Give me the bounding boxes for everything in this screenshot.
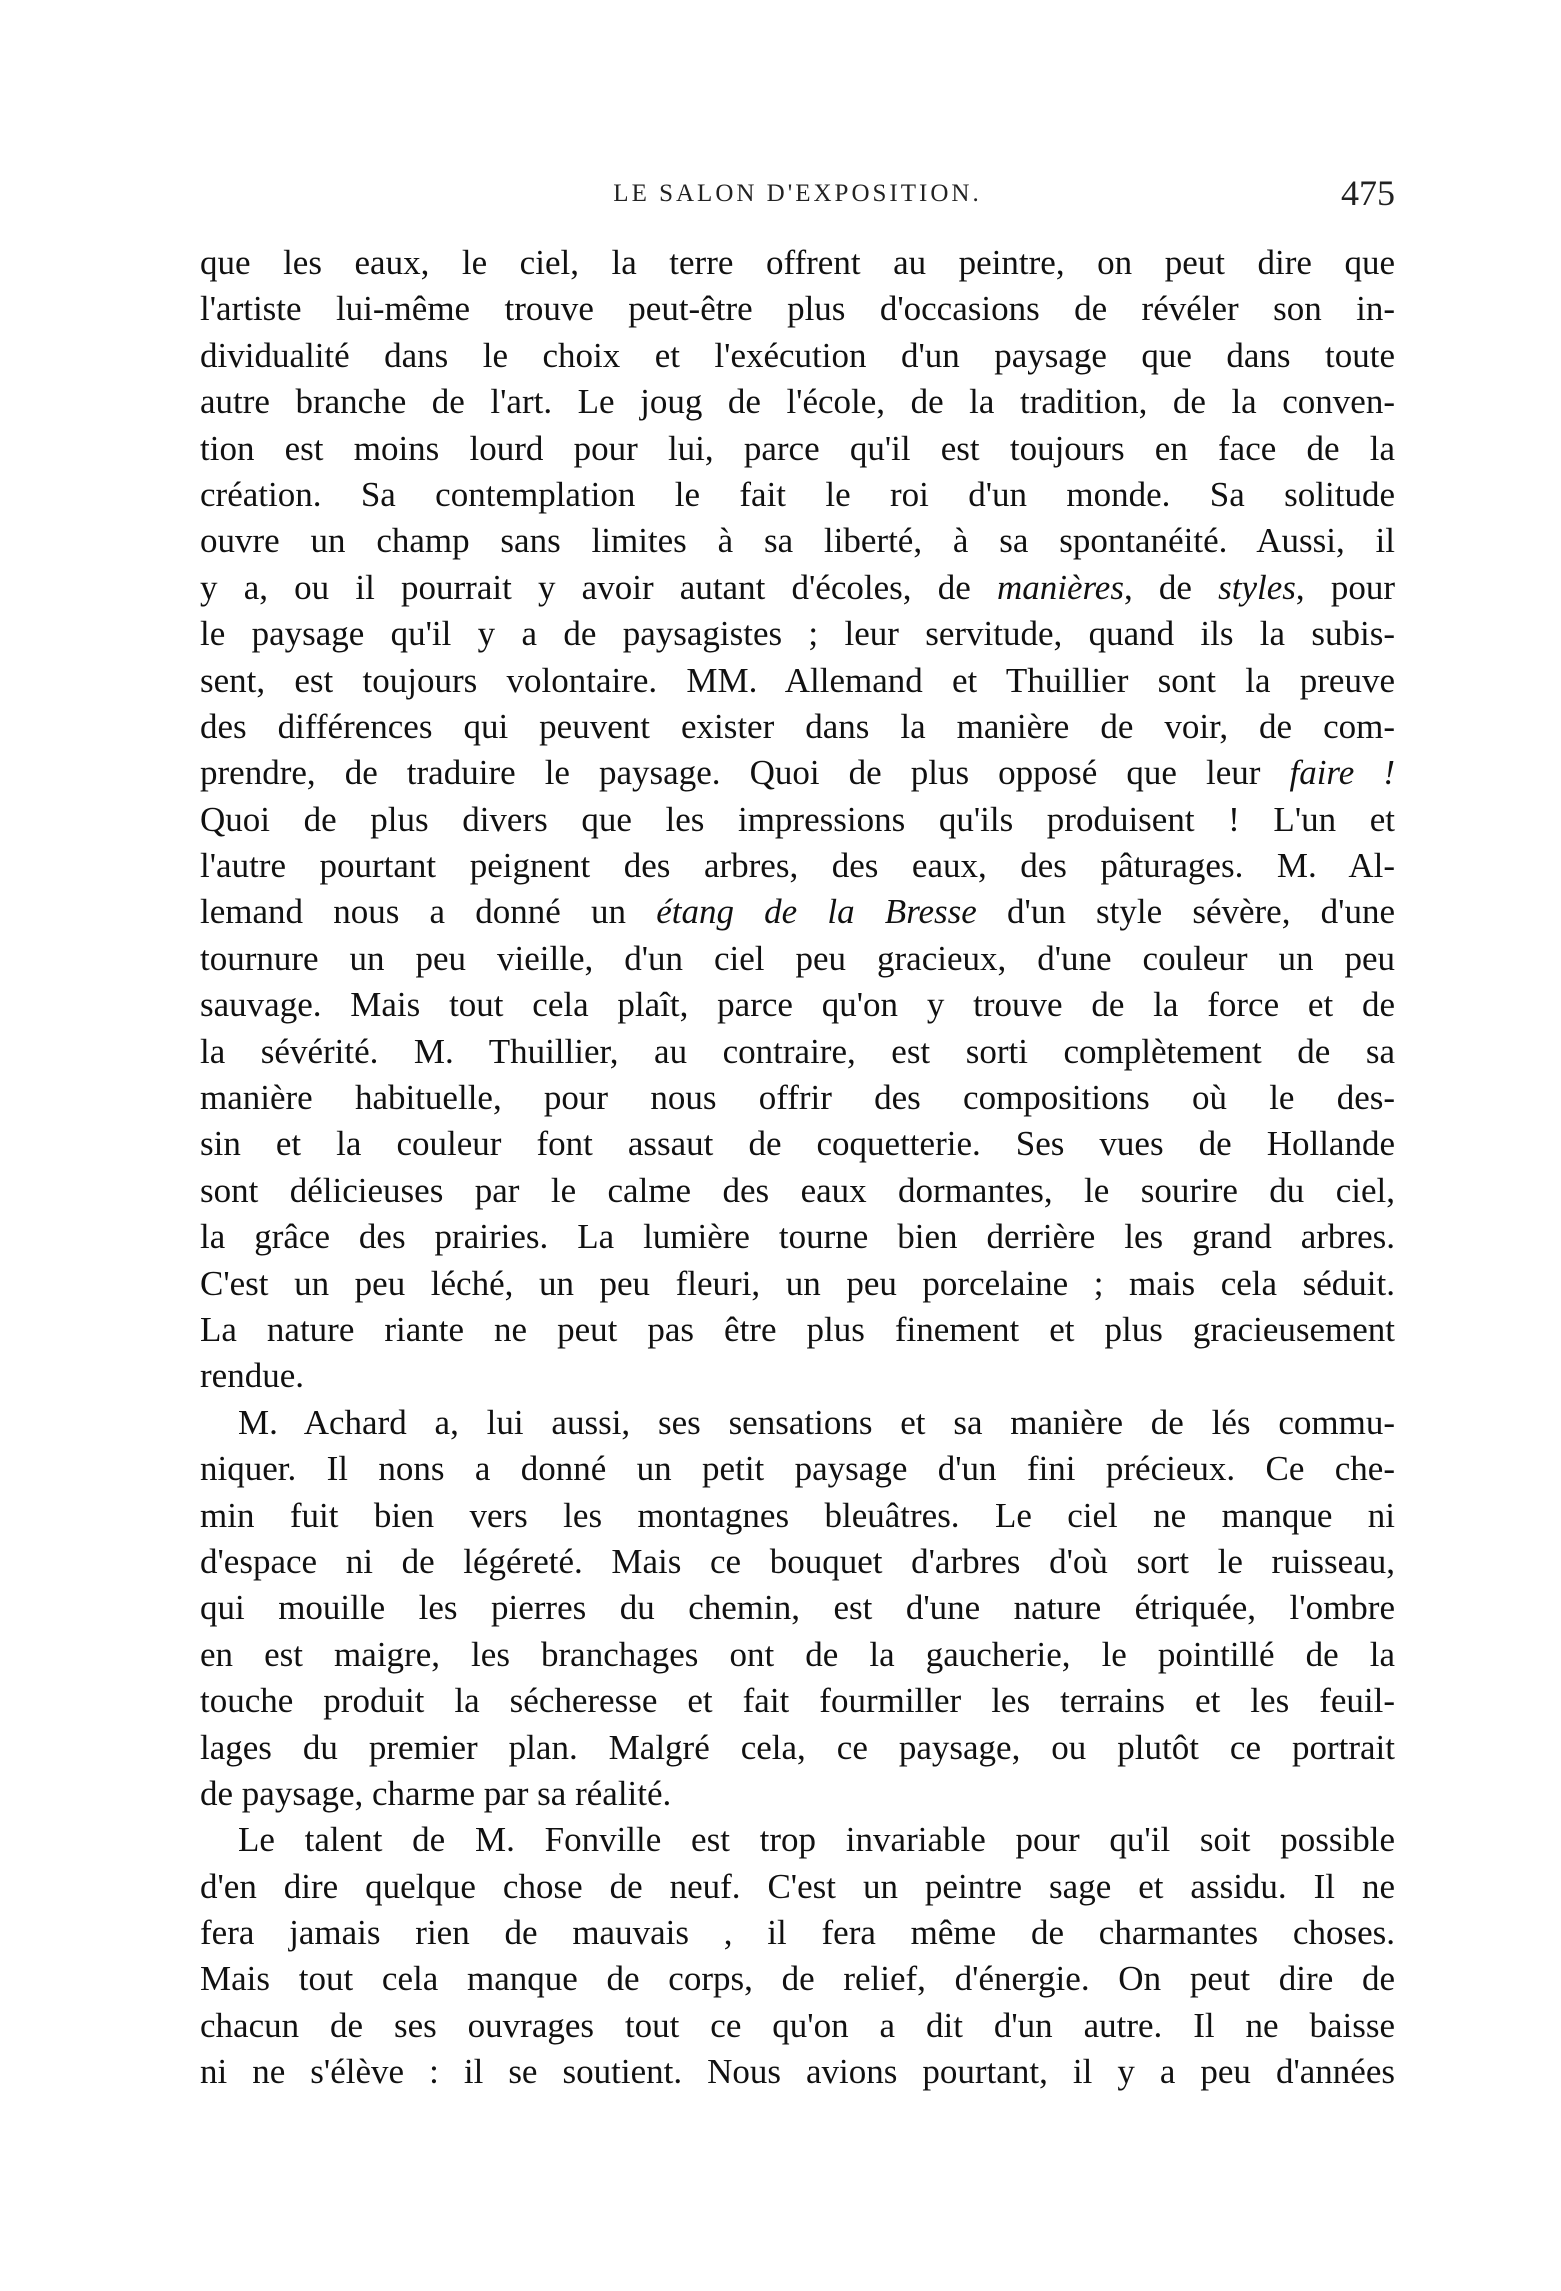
text-line: tion est moins lourd pour lui, parce qu'il est toujours en face de la [200, 428, 1395, 468]
text-line: sent, est toujours volontaire. MM. Allemand et Thuillier sont la preuve [200, 660, 1395, 700]
text-line: touche produit la sécheresse et fait fourmiller les terrains et les feuil- [200, 1681, 1395, 1721]
text-line: M. Achard a, lui aussi, ses sensations et sa manière de lés commu- [238, 1402, 1395, 1442]
text-line: l'artiste lui-même trouve peut-être plus d'occasions de révéler son in- [200, 289, 1395, 329]
paragraph-2 [200, 1400, 1395, 1818]
text-line: tournure un peu vieille, d'un ciel peu gracieux, d'une couleur un peu [200, 938, 1395, 978]
text-line: chacun de ses ouvrages tout ce qu'on a dit d'un autre. Il ne baisse [200, 2005, 1395, 2045]
text-run: d'un style sévère, d'une [976, 892, 1395, 932]
text-line: ni ne s'élève : il se soutient. Nous avions pourtant, il y a peu d'années [200, 2052, 1395, 2092]
text-run: , pour [1295, 567, 1395, 607]
page-number: 475 [1341, 173, 1395, 213]
text-line: lages du premier plan. Malgré cela, ce paysage, ou plutôt ce portrait [200, 1727, 1395, 1767]
text-line: Mais tout cela manque de corps, de relief, d'énergie. On peut dire de [200, 1959, 1395, 1999]
text-line: création. Sa contemplation le fait le roi d'un monde. Sa solitude [200, 474, 1395, 514]
body-text [200, 240, 1395, 2096]
text-line: C'est un peu léché, un peu fleuri, un peu porcelaine ; mais cela séduit. [200, 1263, 1395, 1303]
text-line: d'espace ni de légéreté. Mais ce bouquet d'arbres d'où sort le ruisseau, [200, 1541, 1395, 1581]
text-line: qui mouille les pierres du chemin, est d'une nature étriquée, l'ombre [200, 1588, 1395, 1628]
text-line: la sévérité. M. Thuillier, au contraire, est sorti complètement de sa [200, 1031, 1395, 1071]
text-line: ouvre un champ sans limites à sa liberté, à sa spontanéité. Aussi, il [200, 521, 1395, 561]
running-head [200, 170, 1395, 216]
italic-term: étang de la Bresse [656, 892, 977, 932]
italic-term: styles [1218, 567, 1296, 607]
text-line: d'en dire quelque chose de neuf. C'est un peintre sage et assidu. Il ne [200, 1866, 1395, 1906]
text-line: sin et la couleur font assaut de coquetterie. Ses vues de Hollande [200, 1124, 1395, 1164]
text-line [200, 565, 1395, 611]
text-run: , de [1123, 567, 1219, 607]
text-line: que les eaux, le ciel, la terre offrent au peintre, on peut dire que [200, 243, 1395, 282]
text-line: l'autre pourtant peignent des arbres, des eaux, des pâturages. M. Al- [200, 846, 1395, 886]
text-line: la grâce des prairies. La lumière tourne bien derrière les grand arbres. [200, 1217, 1395, 1257]
text-line: min fuit bien vers les montagnes bleuâtres. Le ciel ne manque ni [200, 1495, 1395, 1535]
text-line: fera jamais rien de mauvais , il fera même de charmantes choses. [200, 1913, 1395, 1953]
paragraph-1 [200, 240, 1395, 1400]
text-run: lemand nous a donné un [200, 892, 657, 932]
text-line: dividualité dans le choix et l'exécution d'un paysage que dans toute [200, 335, 1395, 375]
text-line: sauvage. Mais tout cela plaît, parce qu'on y trouve de la force et de [200, 985, 1395, 1025]
text-line [200, 750, 1395, 796]
text-line: des différences qui peuvent exister dans la manière de voir, de com- [200, 706, 1395, 746]
text-line: Quoi de plus divers que les impressions qu'ils produisent ! L'un et [200, 799, 1395, 839]
text-run: y a, ou il pourrait y avoir autant d'écoles, de [200, 567, 997, 607]
italic-term: manières [996, 567, 1124, 607]
text-line: rendue. [200, 1356, 304, 1396]
text-line: niquer. Il nons a donné un petit paysage d'un fini précieux. Ce che- [200, 1449, 1395, 1489]
text-line: autre branche de l'art. Le joug de l'école, de la tradition, de la conven- [200, 382, 1395, 422]
text-line: manière habituelle, pour nous offrir des compositions où le des- [200, 1078, 1395, 1118]
text-line: sont délicieuses par le calme des eaux dormantes, le sourire du ciel, [200, 1170, 1395, 1210]
text-run: prendre, de traduire le paysage. Quoi de plus opposé que leur [200, 753, 1290, 793]
text-line: en est maigre, les branchages ont de la gaucherie, le pointillé de la [200, 1634, 1395, 1674]
text-line: de paysage, charme par sa réalité. [200, 1773, 672, 1813]
italic-term: faire ! [1289, 753, 1395, 793]
text-line: Le talent de M. Fonville est trop invariable pour qu'il soit possible [238, 1820, 1395, 1860]
text-line: La nature riante ne peut pas être plus finement et plus gracieusement [200, 1309, 1395, 1349]
paragraph-3 [200, 1817, 1395, 2095]
text-line [200, 889, 1395, 935]
running-title: LE SALON D'EXPOSITION. [613, 180, 982, 207]
text-line: le paysage qu'il y a de paysagistes ; leur servitude, quand ils la subis- [200, 614, 1395, 654]
